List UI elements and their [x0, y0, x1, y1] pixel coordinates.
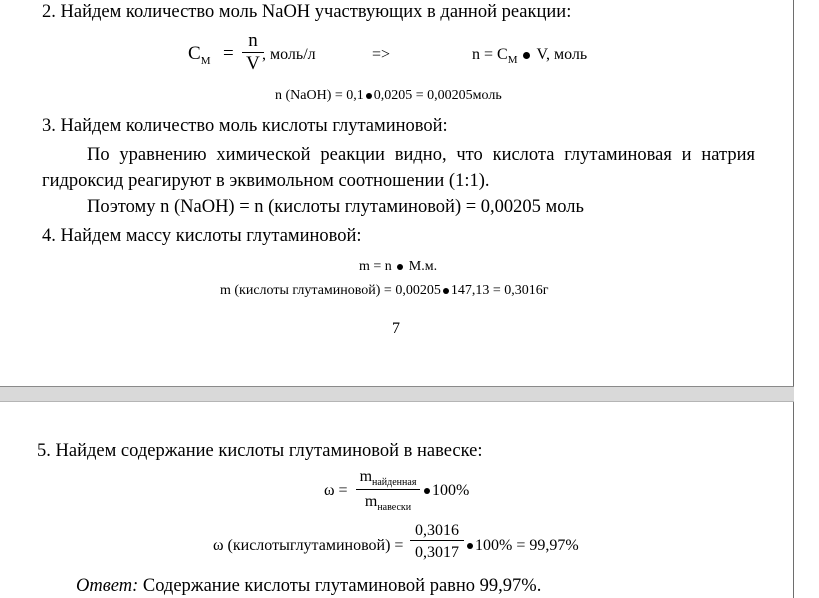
- omega-lhs: ω =: [324, 482, 348, 499]
- fraction-denominator: V: [246, 53, 260, 74]
- step4-calculation: [220, 283, 548, 299]
- omega-denominator: [356, 490, 420, 513]
- page-separator: [0, 386, 819, 402]
- multiply-dot-icon: [397, 264, 403, 270]
- right-margin: [794, 0, 819, 598]
- multiply-dot-icon: [443, 288, 449, 294]
- sub-sample: навески: [377, 502, 412, 514]
- step3-paragraph: По уравнению химической реакции видно, что кислота глутаминовая и натрия гидроксид реагируют в эквимольном соотношении (1:1).: [42, 145, 755, 191]
- multiply-dot-icon: [523, 52, 530, 59]
- m-found: m: [359, 468, 373, 485]
- cm-subscript-right: М: [507, 54, 518, 67]
- molar-mass: М.м.: [408, 259, 438, 274]
- answer-text: Содержание кислоты глутаминовой равно 99,97%.: [138, 576, 542, 596]
- step3-heading: 3. Найдем количество моль кислоты глутаминовой:: [42, 116, 448, 136]
- v-symbol: V: [536, 46, 546, 63]
- m-sample: m: [364, 493, 378, 511]
- calc-omega-tail: [465, 537, 579, 555]
- calc-numerator: 0,3016: [410, 522, 464, 541]
- step2-calculation: [275, 88, 502, 104]
- calc-omega-lhs: ω (кислотыглутаминовой) =: [213, 537, 404, 554]
- multiply-dot-icon: [424, 488, 430, 494]
- unit-mol: , моль: [545, 46, 588, 63]
- multiply-dot-icon: [467, 543, 473, 549]
- cm-subscript: М: [200, 54, 211, 67]
- step5-heading: 5. Найдем содержание кислоты глутаминовой в навеске:: [37, 441, 483, 461]
- equals-sign: =: [223, 43, 234, 64]
- calc-naoh-right: 0,0205 = 0,00205моль: [373, 88, 502, 103]
- sub-found: найденная: [372, 477, 417, 489]
- n-equals-c: n = C: [472, 46, 508, 63]
- m-equals-n: m = n: [359, 259, 392, 274]
- multiply-dot-icon: [366, 93, 372, 99]
- step2-formula-moles: [472, 46, 587, 66]
- calc-mass-right: 147,13 = 0,3016г: [450, 283, 549, 298]
- step4-heading: 4. Найдем массу кислоты глутаминовой:: [42, 226, 362, 246]
- omega-numerator: [356, 468, 420, 490]
- omega-tail: [422, 482, 469, 500]
- hundred-percent: 100%: [432, 482, 470, 499]
- result-percent: 100% = 99,97%: [475, 537, 579, 554]
- step4-formula: [359, 259, 437, 275]
- page-number: 7: [392, 320, 400, 337]
- document-page-2: [0, 402, 794, 598]
- calc-denominator: 0,3017: [415, 544, 459, 561]
- cm-letter: C: [188, 43, 201, 64]
- answer-line: [76, 576, 541, 597]
- unit-mol-per-l: , моль/л: [262, 46, 316, 63]
- calc-fraction: [410, 522, 464, 562]
- answer-label: Ответ:: [76, 576, 139, 596]
- calc-mass-left: m (кислоты глутаминовой) = 0,00205: [220, 283, 441, 298]
- implies-arrow: =>: [372, 46, 391, 63]
- fraction-numerator: n: [242, 30, 264, 53]
- omega-fraction: [356, 468, 420, 513]
- calc-naoh-left: n (NaOH) = 0,1: [275, 88, 364, 103]
- n-over-v-fraction: [242, 30, 264, 75]
- cm-symbol: [188, 43, 210, 67]
- step2-heading: 2. Найдем количество моль NaOH участвующих в данной реакции:: [42, 2, 572, 22]
- step3-result: Поэтому n (NaOH) = n (кислоты глутаминовой) = 0,00205 моль: [87, 197, 584, 217]
